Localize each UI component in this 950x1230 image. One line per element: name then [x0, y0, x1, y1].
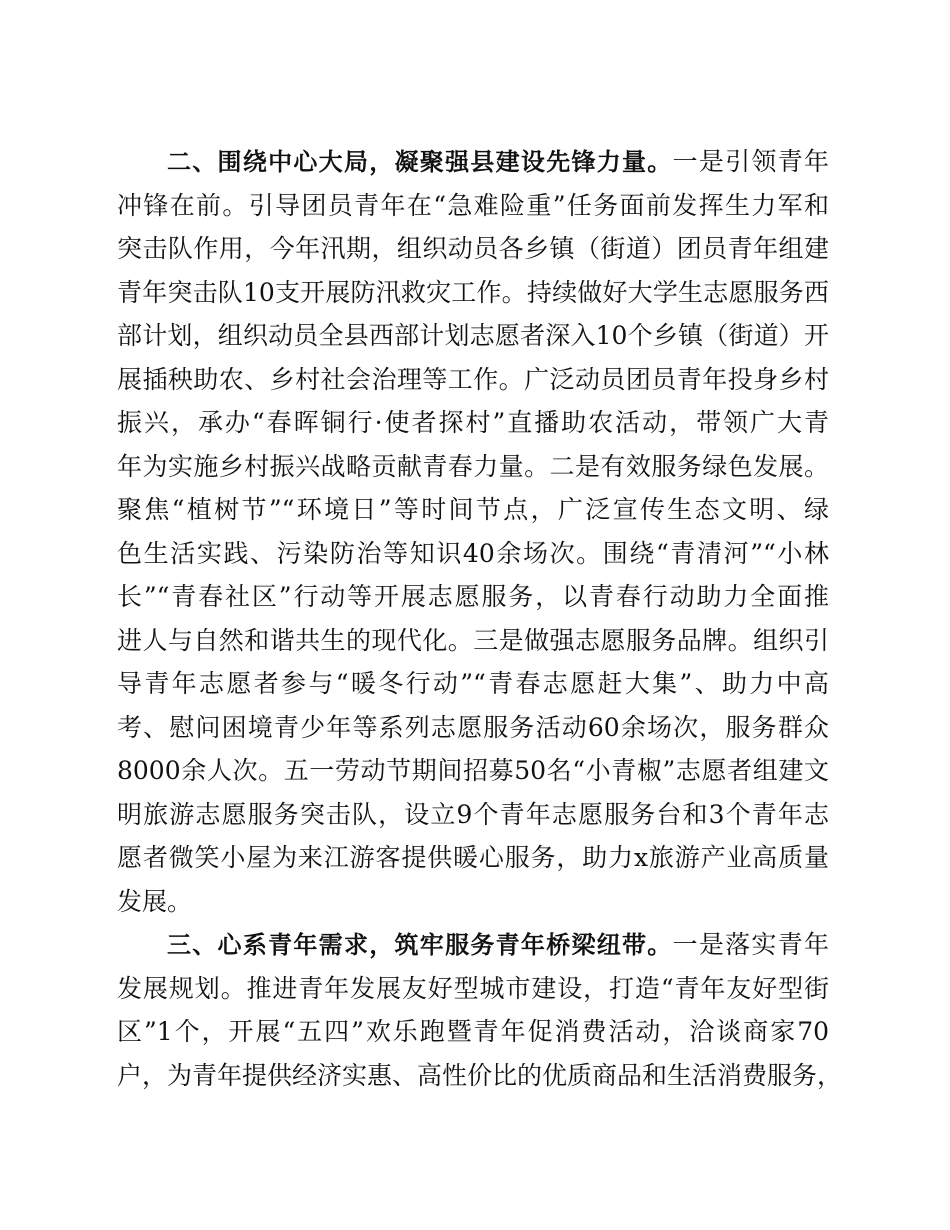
- section-heading: 三、心系青年需求，筑牢服务青年桥梁纽带。: [167, 931, 673, 959]
- paragraph-line: 聚焦“植树节”“环境日”等时间节点，广泛宣传生态文明、绿: [117, 495, 829, 524]
- paragraph-text: 一是引领青年: [672, 147, 829, 176]
- paragraph-line: 导青年志愿者参与“暖冬行动”“青春志愿赶大集”、助力中高: [117, 669, 829, 698]
- paragraph-text: 一是落实青年: [672, 930, 829, 959]
- paragraph-line: 青年突击队10支开展防汛救灾工作。持续做好大学生志愿服务西: [117, 277, 829, 307]
- paragraph-line: [117, 140, 829, 184]
- paragraph-line: 户，为青年提供经济实惠、高性价比的优质商品和生活消费服务，: [117, 1060, 843, 1090]
- paragraph-line: 冲锋在前。引导团员青年在“急难险重”任务面前发挥生力军和: [117, 190, 829, 220]
- paragraph-line: [117, 923, 829, 967]
- paragraph-line: 发展。: [117, 886, 193, 916]
- paragraph-line: 部计划，组织动员全县西部计划志愿者深入10个乡镇（街道）开: [117, 321, 829, 350]
- document-page: [117, 140, 843, 1097]
- paragraph-line: 振兴，承办“春晖铜行·使者探村”直播助农活动，带领广大青: [117, 408, 829, 437]
- paragraph-line: 展插秧助农、乡村社会治理等工作。广泛动员团员青年投身乡村: [117, 364, 829, 394]
- paragraph-line: 色生活实践、污染防治等知识40余场次。围绕“青清河”“小林: [117, 538, 829, 568]
- paragraph-line: 考、慰问困境青少年等系列志愿服务活动60余场次，服务群众: [117, 712, 829, 742]
- paragraph-line: 发展规划。推进青年发展友好型城市建设，打造“青年友好型街: [117, 973, 829, 1003]
- paragraph-line: 长”“青春社区”行动等开展志愿服务，以青春行动助力全面推: [117, 582, 829, 611]
- section-heading: 二、围绕中心大局，凝聚强县建设先锋力量。: [167, 148, 673, 176]
- paragraph-line: 8000余人次。五一劳动节期间招募50名“小青椒”志愿者组建文: [117, 756, 829, 785]
- paragraph-line: 进人与自然和谐共生的现代化。三是做强志愿服务品牌。组织引: [117, 625, 829, 655]
- paragraph-line: 区”1个，开展“五四”欢乐跑暨青年促消费活动，洽谈商家70: [117, 1017, 829, 1046]
- paragraph-line: 突击队作用，今年汛期，组织动员各乡镇（街道）团员青年组建: [117, 234, 829, 263]
- paragraph-line: 年为实施乡村振兴战略贡献青春力量。二是有效服务绿色发展。: [117, 451, 829, 481]
- paragraph-line: 明旅游志愿服务突击队，设立9个青年志愿服务台和3个青年志: [117, 799, 829, 829]
- paragraph-line: 愿者微笑小屋为来江游客提供暖心服务，助力x旅游产业高质量: [117, 843, 829, 872]
